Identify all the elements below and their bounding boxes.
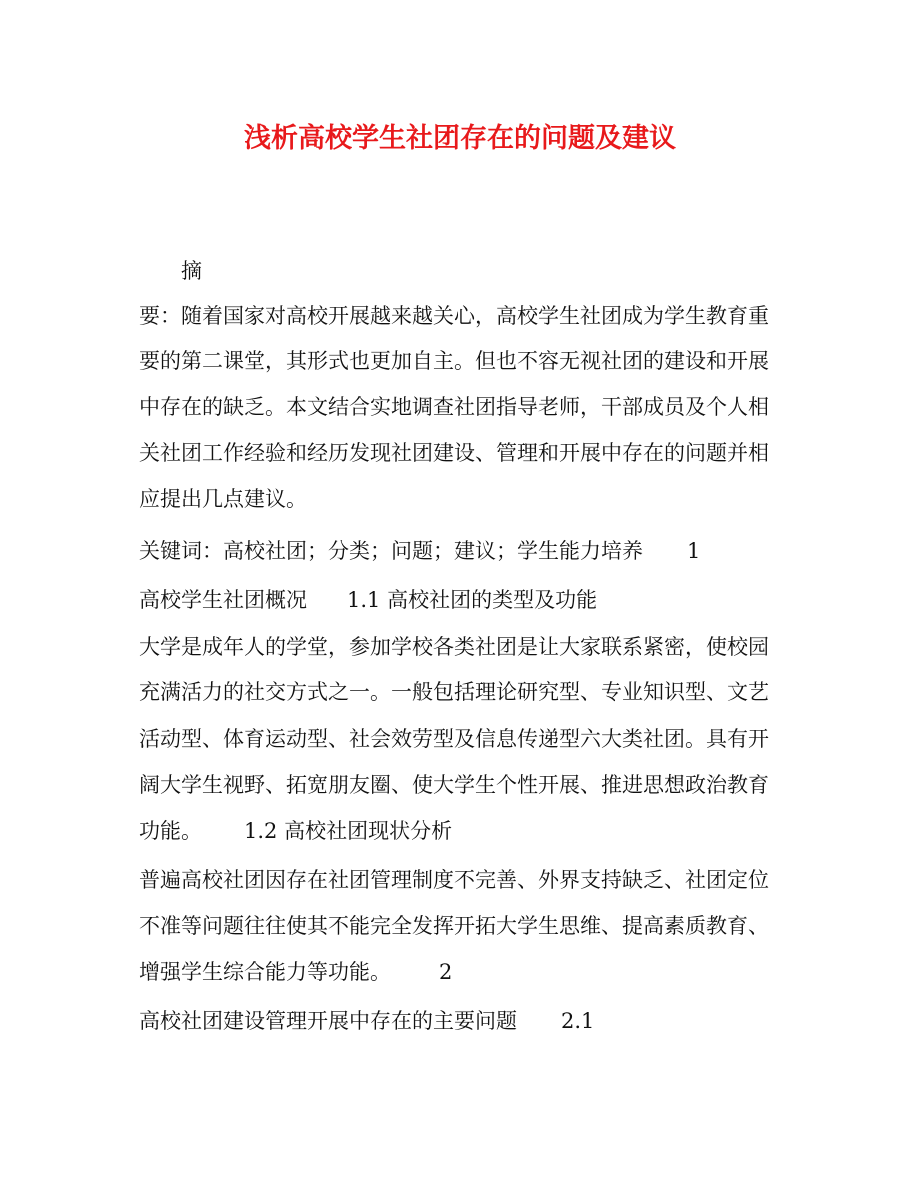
heading-line <box>139 1006 594 1036</box>
paragraph-line: 大学是成年人的学堂，参加学校各类社团是让大家联系紧密，使校园 <box>139 635 769 659</box>
paragraph-line: 阔大学生视野、拓宽朋友圈、使大学生个性开展、推进思想政治教育 <box>139 773 769 797</box>
keywords-line <box>139 536 700 566</box>
section-heading: 高校社团建设管理开展中存在的主要问题 <box>139 1009 517 1033</box>
heading-line <box>139 585 597 615</box>
paragraph-line: 应提出几点建议。 <box>139 487 307 511</box>
paragraph-end: 增强学生综合能力等功能。 <box>139 960 391 984</box>
paragraph-line: 要的第二课堂，其形式也更加自主。但也不容无视社团的建设和开展 <box>139 349 769 373</box>
paragraph-line: 中存在的缺乏。本文结合实地调查社团指导老师，干部成员及个人相 <box>139 395 769 419</box>
heading-line <box>139 957 452 987</box>
section-number: 1 <box>687 539 701 563</box>
section-heading: 高校学生社团概况 <box>139 588 307 612</box>
paragraph-line: 活动型、体育运动型、社会效劳型及信息传递型六大类社团。具有开 <box>139 727 769 751</box>
subsection-heading: 1.2 高校社团现状分析 <box>244 819 453 843</box>
subsection-heading: 1.1 高校社团的类型及功能 <box>347 588 598 612</box>
heading-line <box>139 816 452 846</box>
section-number: 2 <box>439 960 453 984</box>
paragraph-line: 关社团工作经验和经历发现社团建设、管理和开展中存在的问题并相 <box>139 441 769 465</box>
paragraph-line: 不准等问题往往使其不能完全发挥开拓大学生思维、提高素质教育、 <box>139 914 769 938</box>
paragraph-line: 要：随着国家对高校开展越来越关心，高校学生社团成为学生教育重 <box>139 304 769 328</box>
subsection-number: 2.1 <box>561 1009 595 1033</box>
paragraph-line: 普遍高校社团因存在社团管理制度不完善、外界支持缺乏、社团定位 <box>139 868 769 892</box>
keywords-text: 关键词：高校社团；分类；问题；建议；学生能力培养 <box>139 539 643 563</box>
paragraph-line: 充满活力的社交方式之一。一般包括理论研究型、专业知识型、文艺 <box>139 680 769 704</box>
paragraph-end: 功能。 <box>139 819 202 843</box>
abstract-label-line: 摘 <box>181 259 202 283</box>
document-title: 浅析高校学生社团存在的问题及建议 <box>244 123 676 154</box>
